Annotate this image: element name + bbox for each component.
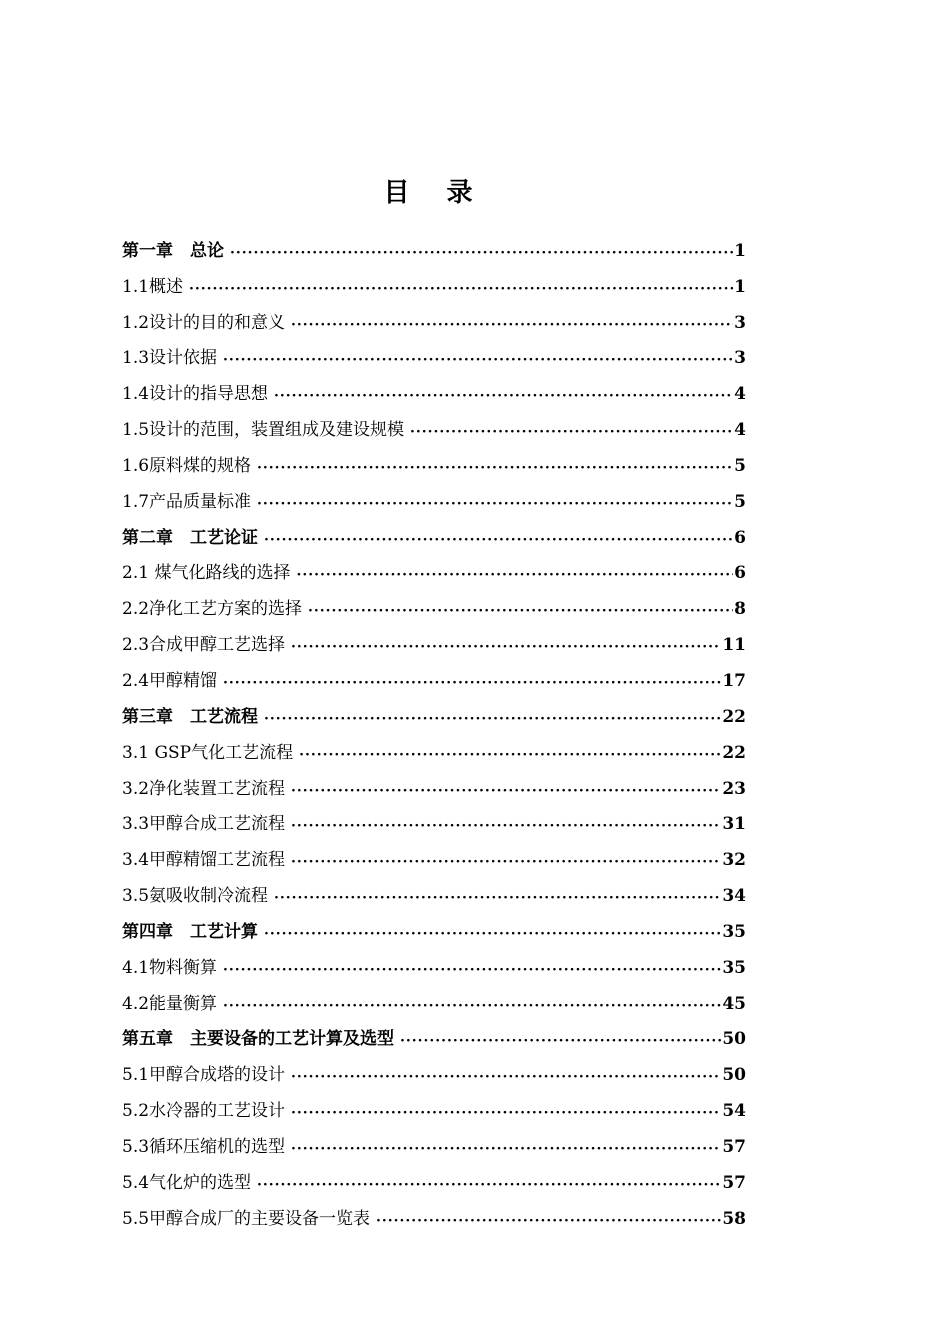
dot-leader [291, 1068, 721, 1086]
toc-entry-page-number: 11 [722, 635, 746, 656]
dot-leader [230, 244, 733, 262]
dot-leader [376, 1212, 721, 1230]
dot-leader [274, 387, 733, 405]
toc-entry-label: 4.1物料衡算 [122, 957, 218, 978]
toc-section-entry[interactable] [122, 369, 746, 405]
toc-entry-page-number: 34 [722, 886, 746, 907]
dot-leader [291, 316, 733, 334]
toc-entry-page-number: 50 [722, 1065, 746, 1086]
toc-chapter-entry[interactable] [122, 1015, 746, 1051]
toc-entry-label: 2.3合成甲醇工艺选择 [122, 635, 286, 656]
toc-section-entry[interactable] [122, 656, 746, 692]
dot-leader [257, 459, 733, 477]
toc-section-entry[interactable] [122, 298, 746, 334]
toc-entry-page-number: 4 [734, 420, 746, 441]
toc-entry-page-number: 1 [734, 276, 746, 297]
toc-section-entry[interactable] [122, 1050, 746, 1086]
table-of-contents [122, 226, 746, 1230]
toc-entry-page-number: 3 [734, 348, 746, 369]
dot-leader [291, 1104, 721, 1122]
toc-entry-page-number: 1 [734, 240, 746, 261]
toc-section-entry[interactable] [122, 1086, 746, 1122]
toc-entry-label: 1.2设计的目的和意义 [122, 312, 286, 333]
toc-entry-label: 第五章 主要设备的工艺计算及选型 [122, 1029, 394, 1050]
toc-entry-label: 1.7产品质量标准 [122, 491, 252, 512]
toc-title: 目 录 [383, 178, 487, 208]
dot-leader [189, 280, 733, 298]
toc-entry-label: 4.2能量衡算 [122, 993, 218, 1014]
dot-leader [291, 817, 721, 835]
dot-leader [223, 961, 721, 979]
toc-section-entry[interactable] [122, 620, 746, 656]
toc-entry-label: 3.2净化装置工艺流程 [122, 778, 286, 799]
toc-entry-page-number: 4 [734, 384, 746, 405]
toc-entry-label: 1.1概述 [122, 276, 184, 297]
dot-leader [400, 1032, 721, 1050]
dot-leader [410, 423, 733, 441]
toc-section-entry[interactable] [122, 334, 746, 370]
toc-entry-label: 第二章 工艺论证 [122, 527, 258, 548]
toc-section-entry[interactable] [122, 1194, 746, 1230]
toc-entry-page-number: 45 [722, 993, 746, 1014]
toc-chapter-entry[interactable] [122, 692, 746, 728]
toc-section-entry[interactable] [122, 979, 746, 1015]
toc-chapter-entry[interactable] [122, 907, 746, 943]
dot-leader [308, 602, 733, 620]
toc-entry-label: 3.5氨吸收制冷流程 [122, 886, 269, 907]
toc-entry-label: 2.2净化工艺方案的选择 [122, 599, 303, 620]
dot-leader [291, 1140, 721, 1158]
dot-leader [291, 782, 721, 800]
dot-leader [296, 566, 733, 584]
toc-entry-page-number: 35 [722, 921, 746, 942]
toc-entry-page-number: 5 [734, 491, 746, 512]
toc-entry-page-number: 58 [722, 1208, 746, 1229]
toc-section-entry[interactable] [122, 871, 746, 907]
toc-entry-page-number: 3 [734, 312, 746, 333]
dot-leader [264, 531, 733, 549]
toc-entry-label: 第三章 工艺流程 [122, 706, 258, 727]
toc-entry-page-number: 5 [734, 455, 746, 476]
toc-section-entry[interactable] [122, 262, 746, 298]
dot-leader [223, 351, 733, 369]
toc-entry-page-number: 50 [722, 1029, 746, 1050]
toc-section-entry[interactable] [122, 943, 746, 979]
toc-entry-page-number: 6 [734, 563, 746, 584]
toc-entry-page-number: 35 [722, 957, 746, 978]
toc-entry-label: 3.1 GSP气化工艺流程 [122, 742, 294, 763]
toc-entry-label: 5.3循环压缩机的选型 [122, 1136, 286, 1157]
toc-section-entry[interactable] [122, 549, 746, 585]
toc-chapter-entry[interactable] [122, 513, 746, 549]
toc-entry-page-number: 6 [734, 527, 746, 548]
dot-leader [257, 1176, 721, 1194]
toc-section-entry[interactable] [122, 835, 746, 871]
toc-entry-page-number: 54 [722, 1101, 746, 1122]
dot-leader [223, 997, 721, 1015]
toc-entry-page-number: 22 [722, 706, 746, 727]
toc-section-entry[interactable] [122, 477, 746, 513]
dot-leader [291, 638, 721, 656]
toc-entry-page-number: 17 [722, 670, 746, 691]
toc-chapter-entry[interactable] [122, 226, 746, 262]
toc-entry-label: 5.4气化炉的选型 [122, 1172, 252, 1193]
toc-entry-page-number: 8 [734, 599, 746, 620]
dot-leader [264, 925, 721, 943]
toc-section-entry[interactable] [122, 441, 746, 477]
toc-entry-label: 1.6原料煤的规格 [122, 455, 252, 476]
toc-section-entry[interactable] [122, 1122, 746, 1158]
toc-entry-label: 1.3设计依据 [122, 348, 218, 369]
toc-entry-page-number: 57 [722, 1136, 746, 1157]
toc-entry-label: 第一章 总论 [122, 240, 224, 261]
toc-entry-label: 5.2水冷器的工艺设计 [122, 1101, 286, 1122]
toc-entry-label: 5.1甲醇合成塔的设计 [122, 1065, 286, 1086]
toc-entry-page-number: 32 [722, 850, 746, 871]
dot-leader [291, 853, 721, 871]
toc-entry-label: 3.3甲醇合成工艺流程 [122, 814, 286, 835]
toc-entry-label: 2.1 煤气化路线的选择 [122, 563, 291, 584]
toc-entry-page-number: 31 [722, 814, 746, 835]
dot-leader [274, 889, 721, 907]
toc-entry-page-number: 23 [722, 778, 746, 799]
toc-section-entry[interactable] [122, 800, 746, 836]
toc-entry-label: 2.4甲醇精馏 [122, 670, 218, 691]
dot-leader [299, 746, 721, 764]
toc-entry-label: 1.4设计的指导思想 [122, 384, 269, 405]
dot-leader [264, 710, 721, 728]
toc-entry-label: 第四章 工艺计算 [122, 921, 258, 942]
toc-section-entry[interactable] [122, 728, 746, 764]
toc-section-entry[interactable] [122, 584, 746, 620]
dot-leader [257, 495, 733, 513]
toc-entry-label: 1.5设计的范围，装置组成及建设规模 [122, 420, 405, 441]
toc-entry-page-number: 57 [722, 1172, 746, 1193]
toc-section-entry[interactable] [122, 1158, 746, 1194]
toc-entry-page-number: 22 [722, 742, 746, 763]
toc-entry-label: 3.4甲醇精馏工艺流程 [122, 850, 286, 871]
toc-entry-label: 5.5甲醇合成厂的主要设备一览表 [122, 1208, 371, 1229]
dot-leader [223, 674, 721, 692]
toc-section-entry[interactable] [122, 764, 746, 800]
toc-section-entry[interactable] [122, 405, 746, 441]
